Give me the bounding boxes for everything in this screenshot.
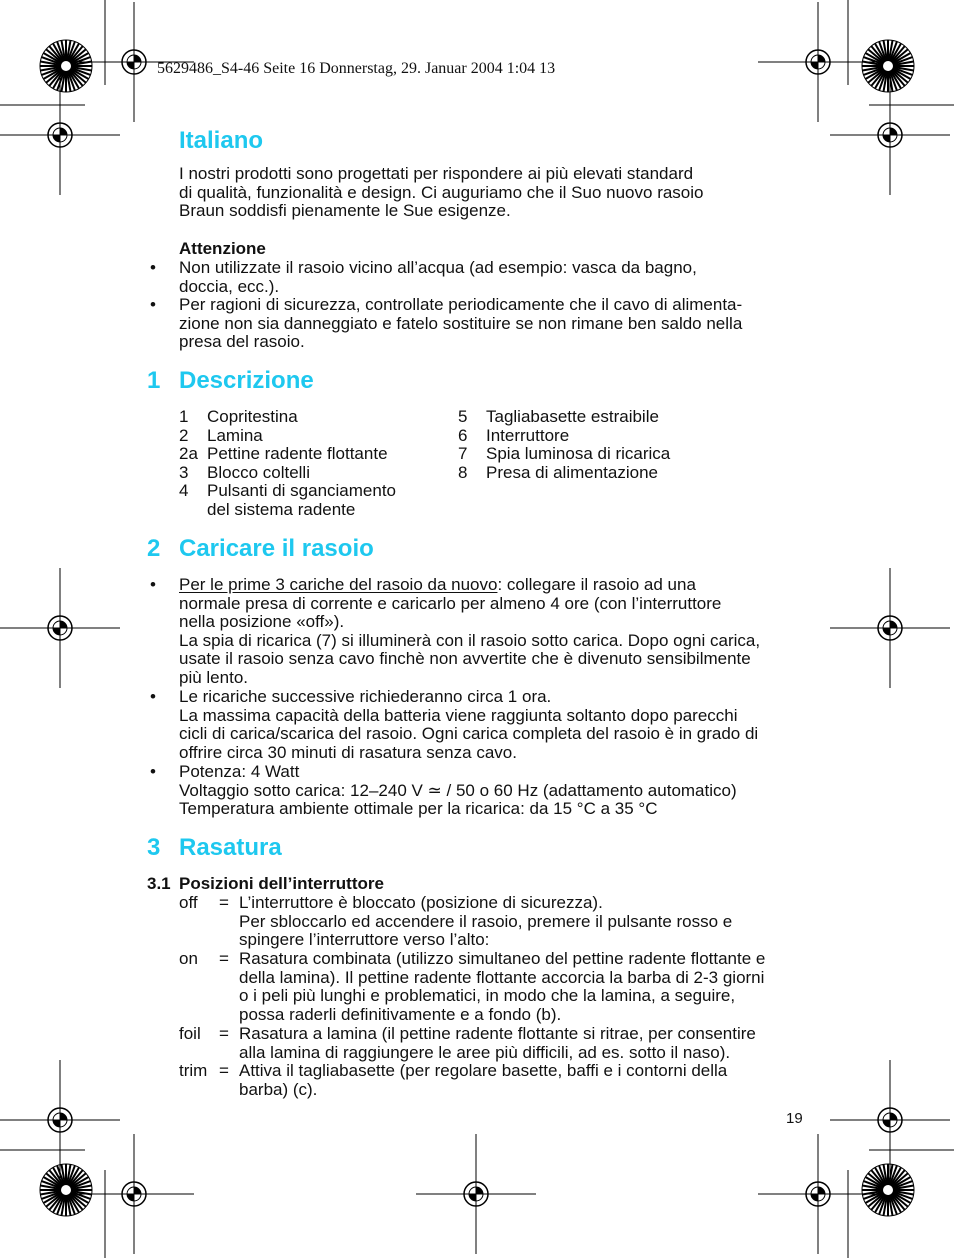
bullet-line: cicli di carica/scarica del rasoio. Ogni carica completa del rasoio è in grado di xyxy=(179,724,759,744)
position-line: spingere l’interruttore verso l’alto: xyxy=(239,930,490,950)
position-line: Attiva il tagliabasette (per regolare basette, baffi e i contorni della xyxy=(239,1061,728,1080)
bullet-line: Le ricariche successive richiederanno circa 1 ora. xyxy=(179,687,552,706)
parts-list-left: 1 Copritestina 2 Lamina 2a Pettine radente flottante 3 Blocco coltelli 4 Pulsanti di sganciamento del sistema radente xyxy=(179,407,397,519)
intro-line: di qualità, funzionalità e design. Ci auguriamo che il Suo nuovo rasoio xyxy=(179,182,704,202)
section-number: 1 xyxy=(147,367,161,394)
underlined-text: Per le prime 3 cariche del rasoio da nuovo xyxy=(179,575,498,594)
position-line: della lamina). Il pettine radente flottante accorcia la barba di 2-3 giorni xyxy=(239,967,765,987)
subsection-heading xyxy=(147,875,547,894)
position-key: on xyxy=(179,949,198,968)
parts-list-right: 5 Tagliabasette estraibile 6 Interruttore 7 Spia luminosa di ricarica 8 Presa di alimentazione xyxy=(458,407,671,482)
bullet-line: più lento. xyxy=(179,667,248,687)
bullet-line: Per ragioni di sicurezza, controllate periodicamente che il cavo di alimenta- xyxy=(179,295,743,314)
position-line: Rasatura combinata (utilizzo simultaneo del pettine radente flottante e xyxy=(239,949,766,968)
bullet-line: nella posizione «off»). xyxy=(179,612,345,632)
bullet-line: Per le prime 3 cariche del rasoio da nuovo: collegare il rasoio ad una xyxy=(179,575,696,594)
position-key: trim xyxy=(179,1061,208,1080)
position-line: o i peli più lunghi e problematici, in modo che la lamina, a seguire, xyxy=(239,986,736,1006)
position-key: off xyxy=(179,893,198,912)
bullet-line: Temperatura ambiente ottimale per la ricarica: da 15 °C a 35 °C xyxy=(179,799,658,819)
page-number: 19 xyxy=(786,1110,803,1127)
bullet-line: usate il rasoio senza cavo finchè non avvertite che è divenuto sensibilmente xyxy=(179,649,751,669)
section-title: Descrizione xyxy=(179,367,314,394)
position-line: possa raderli definitivamente e a fondo (b). xyxy=(239,1004,562,1024)
position-line: L’interruttore è bloccato (posizione di sicurezza). xyxy=(239,893,603,912)
subsection-title: Posizioni dell’interruttore xyxy=(179,874,384,893)
bullet-dot: • xyxy=(150,762,156,781)
language-title: Italiano xyxy=(179,127,264,154)
intro-line: Braun soddisfi pienamente le Sue esigenze. xyxy=(179,201,511,221)
section-title: Caricare il rasoio xyxy=(179,535,374,562)
bullet-line: Non utilizzate il rasoio vicino all’acqua (ad esempio: vasca da bagno, xyxy=(179,258,697,277)
bullet-line: zione non sia danneggiato e fatelo sostituire se non rimane ben saldo nella xyxy=(179,313,743,333)
bullet-dot: • xyxy=(150,687,156,706)
bullet-line: La massima capacità della batteria viene raggiunta soltanto dopo parecchi xyxy=(179,705,738,725)
section-number: 2 xyxy=(147,535,161,562)
position-line: alla lamina di raggiungere le aree più difficili, ad es. sotto il naso). xyxy=(239,1042,731,1062)
position-line: Rasatura a lamina (il pettine radente flottante si ritrae, per consentire xyxy=(239,1024,756,1043)
position-line: Per sbloccarlo ed accendere il rasoio, premere il pulsante rosso e xyxy=(239,911,733,931)
section-title: Rasatura xyxy=(179,834,282,861)
intro-line: I nostri prodotti sono progettati per rispondere ai più elevati standard xyxy=(179,164,694,183)
position-line: barba) (c). xyxy=(239,1079,318,1099)
language-heading xyxy=(179,127,263,155)
subsection-number: 3.1 xyxy=(147,874,171,893)
position-key: foil xyxy=(179,1024,201,1043)
bullet-line: normale presa di corrente e caricarlo per almeno 4 ore (con l’interruttore xyxy=(179,593,722,613)
attention-label: Attenzione xyxy=(179,239,266,258)
bullet-dot: • xyxy=(150,295,156,314)
bullet-line: Potenza: 4 Watt xyxy=(179,762,300,781)
intro-paragraph xyxy=(179,165,819,221)
print-slug: 5629486_S4-46 Seite 16 Donnerstag, 29. Januar 2004 1:04 13 xyxy=(157,60,556,77)
bullet-dot: • xyxy=(150,258,156,277)
section-number: 3 xyxy=(147,834,161,861)
bullet-line: doccia, ecc.). xyxy=(179,276,280,296)
bullet-line: Voltaggio sotto carica: 12–240 V ≃ / 50 o 60 Hz (adattamento automatico) xyxy=(179,780,737,800)
bullet-dot: • xyxy=(150,575,156,594)
bullet-line: offrire circa 30 minuti di rasatura senza cavo. xyxy=(179,742,517,762)
bullet-line: presa del rasoio. xyxy=(179,332,305,352)
bullet-line: La spia di ricarica (7) si illuminerà con il rasoio sotto carica. Dopo ogni carica, xyxy=(179,630,761,650)
